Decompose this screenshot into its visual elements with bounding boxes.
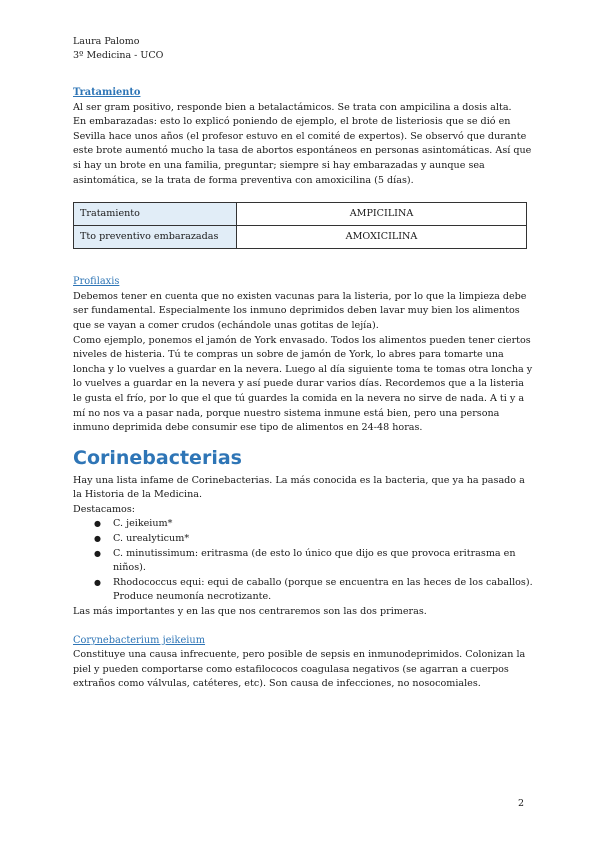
header-course: 3º Medicina - UCO	[73, 50, 164, 61]
table-row	[74, 203, 527, 226]
list-item: ● Rhodococcus equi: equi de caballo (porque se encuentra en las heces de los caballos). Produce neumonía necrotizante.	[113, 576, 533, 605]
corinebacterias-intro: Hay una lista infame de Corinebacterias. La más conocida es la bacteria, que ya ha pasado a la Historia de la Medicina.	[73, 474, 525, 501]
list-item: ● C. minutissimum: eritrasma (de esto lo único que dijo es que provoca eritrasma en niños).	[113, 547, 533, 576]
page-content	[73, 86, 533, 692]
page-header	[73, 35, 163, 63]
table-cell-value: AMOXICILINA	[237, 226, 527, 249]
table-cell-label: Tratamiento	[74, 203, 237, 226]
table-cell-label: Tto preventivo embarazadas	[74, 226, 237, 249]
tratamiento-heading: Tratamiento	[73, 87, 141, 98]
header-author: Laura Palomo	[73, 36, 140, 47]
tratamiento-para-2: En embarazadas: esto lo explicó poniendo de ejemplo, el brote de listeriosis que se dió en Sevilla hace unos años (el profesor estuvo en el comité de expertos). Se observó que durante este brote aumentó mucho la tasa de abortos espontáneos en personas asintomáticas. Así que si hay un brote en una familia, preguntar; siempre si hay embarazadas y aunque sea asintomática, se la trata de forma preventiva con amoxicilina (5 días).	[73, 116, 532, 186]
jeikeium-para: Constituye una causa infrecuente, pero posible de sepsis en inmunodeprimidos. Colonizan la piel y pueden comportarse como estafilococos coagulasa negativos (se agarran a cuerpos extraños como válvulas, catéteres, etc). Son causa de infecciones, no nosocomiales.	[73, 649, 526, 690]
jeikeium-heading: Corynebacterium jeikeium	[73, 634, 206, 646]
list-item: ● C. jeikeium*	[113, 517, 533, 532]
table-row	[74, 226, 527, 249]
corinebacterias-closing: Las más importantes y en las que nos centraremos son las dos primeras.	[73, 606, 427, 618]
profilaxis-para-1: Debemos tener en cuenta que no existen vacunas para la listeria, por lo que la limpieza debe ser fundamental. Especialmente los inmuno deprimidos deben lavar muy bien los alimentos que se vayan a comer crudos (echándole unas gotitas de lejía).	[73, 290, 527, 331]
profilaxis-para-2: Como ejemplo, ponemos el jamón de York envasado. Todos los alimentos pueden tener ciertos niveles de histeria. Tú te compras un sobre de jamón de York, lo abres para tomarte una loncha y lo vuelves a guardar en la nevera. Luego al día siguiente toma te tomas otra loncha y lo vuelves a guardar en la nevera y así puede durar varios días. Recordemos que a la listeria le gusta el frío, por lo que el que tú guardes la comida en la nevera no sirve de nada. A ti y a mí no nos va a pasar nada, porque nuestro sistema inmune está bien, pero una persona inmuno deprimida debe consumir ese tipo de alimentos en 24-48 horas.	[73, 334, 533, 434]
bacteria-list	[73, 517, 533, 605]
profilaxis-heading: Profilaxis	[73, 276, 120, 288]
tratamiento-para-1: Al ser gram positivo, responde bien a betalactámicos. Se trata con ampicilina a dosis alta.	[73, 101, 512, 113]
page-number: 2	[518, 798, 525, 809]
destacamos-label: Destacamos:	[73, 503, 135, 515]
treatment-table	[73, 202, 527, 249]
corinebacterias-title: Corinebacterias	[73, 446, 242, 469]
list-item: ● C. urealyticum*	[113, 532, 533, 547]
table-cell-value: AMPICILINA	[237, 203, 527, 226]
